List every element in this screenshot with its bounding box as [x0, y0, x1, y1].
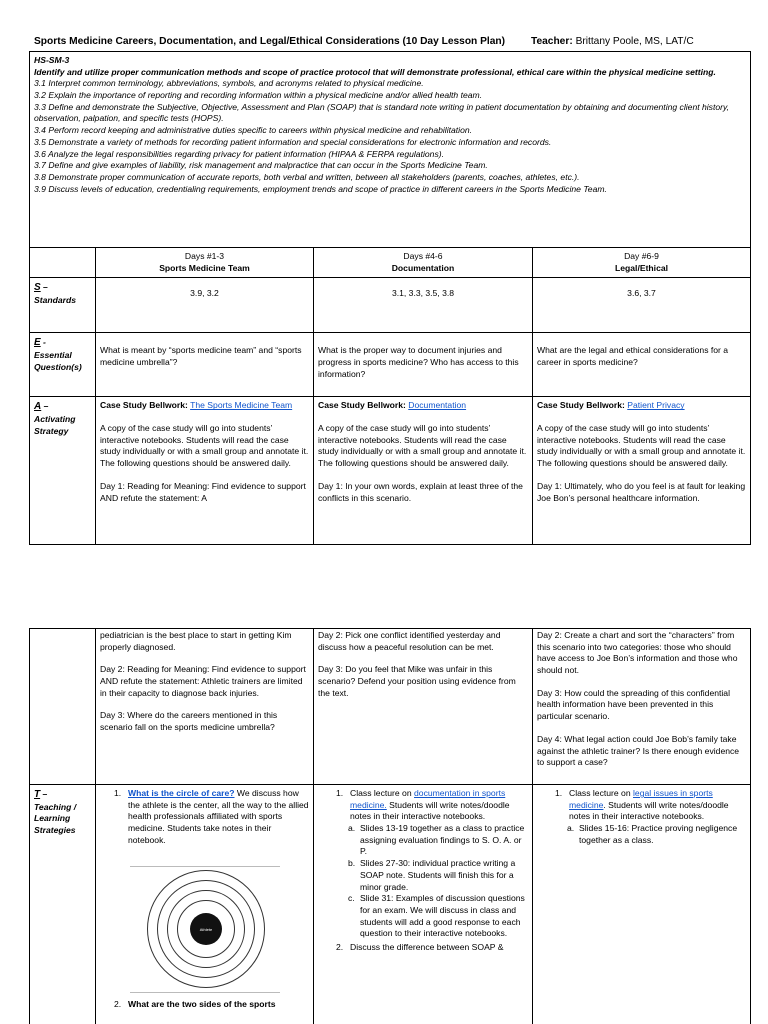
legal-issues-lecture-link[interactable]: legal issues in sports medicine — [569, 788, 713, 810]
teaching-cell-2 — [314, 785, 533, 1024]
standard-goal: Identify and utilize proper communication methods and scope of practice protocol that will demonstrate professional, ethical care within the physical medicine setting. — [34, 66, 716, 77]
column-header-days-4-6: Days #4-6 Documentation — [314, 248, 533, 278]
lesson-plan-table-page-2 — [29, 628, 751, 1024]
activating-continued-2: Day 2: Pick one conflict identified yesterday and discuss how a peaceful resolution can be met. Day 3: Do you feel that Mike was unfair in this scenario? Defend your position using evidence from the text. — [314, 629, 533, 785]
standard-item: 3.8 Demonstrate proper communication of accurate reports, both verbal and written, between all stakeholders (parents, coaches, athletes, etc.). — [34, 171, 580, 182]
activating-continued-3: Day 2: Create a chart and sort the “characters” from this scenario into two categories: those who should have access to Joe Bon’s information and those who should not. Day 3: How could the spreading of this confidential health information have been prevented in this particular scenario. Day 4: What legal action could Joe Bob’s family take against the athletic trainer? Is there enough evidence to support a case? — [533, 629, 751, 785]
teaching-cell-1 — [96, 785, 314, 1024]
standards-value: 3.6, 3.7 — [533, 278, 751, 333]
teaching-item: 2. Discuss the difference between SOAP & — [336, 941, 504, 952]
teaching-item: 1. What is the circle of care? We discuss how the athlete is the center, all the way to the allied health professionals affiliated with sports medicine. Students take notes in their notebook. — [114, 788, 309, 845]
activating-cell-1: Case Study Bellwork: The Sports Medicine Team A copy of the case study will go into students’ interactive notebooks. Students will read the case study individually or with a small group and annotate it. The following questions should be answered daily. Day 1: Reading for Meaning: Find evidence to support AND refute the statement: A — [96, 397, 314, 545]
empty-header-cell — [30, 248, 96, 278]
standards-value: 3.1, 3.3, 3.5, 3.8 — [314, 278, 533, 333]
row-label-essential: E - Essential Question(s) — [30, 333, 96, 397]
standard-code: HS-SM-3 — [34, 55, 70, 65]
teaching-subitem: b. Slides 27-30: individual practice writing a SOAP note. Students will finish this for a minor grade. — [348, 858, 516, 892]
standard-item: 3.5 Demonstrate a variety of methods for recording patient information and special considerations for electronic information and records. — [34, 136, 552, 147]
lesson-plan-table-page-1 — [29, 51, 751, 545]
column-header-row — [30, 248, 751, 278]
column-header-days-6-9: Day #6-9 Legal/Ethical — [533, 248, 751, 278]
activating-continued-1: pediatrician is the best place to start in getting Kim properly diagnosed. Day 2: Reading for Meaning: Find evidence to support AND refute the statement: Athletic trainers are limited in their capacity to diagnose back injuries. Day 3: Where do the careers mentioned in this scenario fall on the sports medicine umbrella? — [96, 629, 314, 785]
row-label-standards: S – Standards — [30, 278, 96, 333]
activating-cell-3: Case Study Bellwork: Patient Privacy A copy of the case study will go into students’ interactive notebooks. Students will read the case study individually or with a small group and annotate it. The following questions should be answered daily. Day 1: Ultimately, who do you feel is at fault for leaking Joe Bon’s personal healthcare information. — [533, 397, 751, 545]
case-study-link-documentation[interactable]: Documentation — [408, 400, 467, 411]
essential-question-row — [30, 333, 751, 397]
standards-value: 3.9, 3.2 — [96, 278, 314, 333]
document-title: Sports Medicine Careers, Documentation, and Legal/Ethical Considerations (10 Day Lesson Plan) — [34, 36, 506, 47]
teaching-cell-3 — [533, 785, 751, 1024]
teaching-item: 2. What are the two sides of the sports — [114, 999, 276, 1010]
activating-strategy-row — [30, 397, 751, 545]
activating-continued-row — [30, 629, 751, 785]
documentation-lecture-link[interactable]: documentation in sports medicine. — [350, 788, 506, 810]
teacher-credit: Teacher: Brittany Poole, MS, LAT/C — [531, 36, 694, 47]
athlete-center: Athlete — [190, 913, 222, 945]
teaching-item: 1. Class lecture on documentation in sports medicine. Students will write notes/doodle notes in their interactive notebooks. — [336, 788, 510, 822]
standard-item: 3.3 Define and demonstrate the Subjective, Objective, Assessment and Plan (SOAP) that is standard note writing in patient documentation by obtaining and documenting client history, observation, palpation, and specific tests (HOPS). — [34, 101, 730, 124]
row-label-teaching: T – Teaching / Learning Strategies — [30, 785, 96, 1024]
case-study-link-sports-medicine-team[interactable]: The Sports Medicine Team — [190, 400, 293, 411]
teaching-subitem: a. Slides 13-19 together as a class to practice assigning evaluation findings to S. O. A. or P. — [348, 823, 525, 857]
document-header — [31, 35, 749, 50]
activating-cell-2: Case Study Bellwork: Documentation A copy of the case study will go into students’ interactive notebooks. Students will read the case study individually or with a small group and annotate it. The following questions should be answered daily. Day 1: In your own words, explain at least three of the conflicts in this scenario. — [314, 397, 533, 545]
row-label-activating: A – Activating Strategy — [30, 397, 96, 545]
empty-label-cell — [30, 629, 96, 785]
essential-question: What are the legal and ethical considerations for a career in sports medicine? — [533, 333, 751, 397]
teaching-subitem: c. Slide 31: Examples of discussion questions for an exam. We will discuss in class and students will add a good response to each question to their interactive notebooks. — [348, 893, 525, 939]
teaching-row — [30, 785, 751, 1024]
standard-item: 3.4 Perform record keeping and administrative duties specific to careers within physical medicine and rehabilitation. — [34, 125, 473, 136]
standards-row — [30, 278, 751, 333]
standard-item: 3.6 Analyze the legal responsibilities regarding privacy for patient information (HIPAA & FERPA regulations). — [34, 148, 444, 159]
teaching-item: 1. Class lecture on legal issues in sports medicine. Students will write notes/doodle notes in their interactive notebooks. — [555, 788, 729, 822]
standard-item: 3.7 Define and give examples of liability, risk management and malpractice that can occur in the Sports Medicine Team. — [34, 160, 488, 171]
standard-item: 3.1 Interpret common terminology, abbreviations, symbols, and acronyms related to physical medicine. — [34, 78, 424, 89]
circle-of-care-diagram — [130, 864, 280, 994]
column-header-days-1-3: Days #1-3 Sports Medicine Team — [96, 248, 314, 278]
essential-question: What is meant by “sports medicine team” and “sports medicine umbrella”? — [96, 333, 314, 397]
teaching-subitem: a. Slides 15-16: Practice proving negligence together as a class. — [567, 823, 738, 845]
essential-question: What is the proper way to document injuries and progress in sports medicine? Who has access to this information? — [314, 333, 533, 397]
circle-of-care-link[interactable]: What is the circle of care? — [128, 788, 235, 798]
standard-item: 3.2 Explain the importance of reporting and recording information within a physical medicine and/or allied health team. — [34, 90, 483, 101]
standard-item: 3.9 Discuss levels of education, credentialing requirements, employment trends and scope of practice in different careers in the Sports Medicine Team. — [34, 183, 607, 194]
standards-box — [30, 52, 751, 248]
case-study-link-patient-privacy[interactable]: Patient Privacy — [627, 400, 685, 411]
